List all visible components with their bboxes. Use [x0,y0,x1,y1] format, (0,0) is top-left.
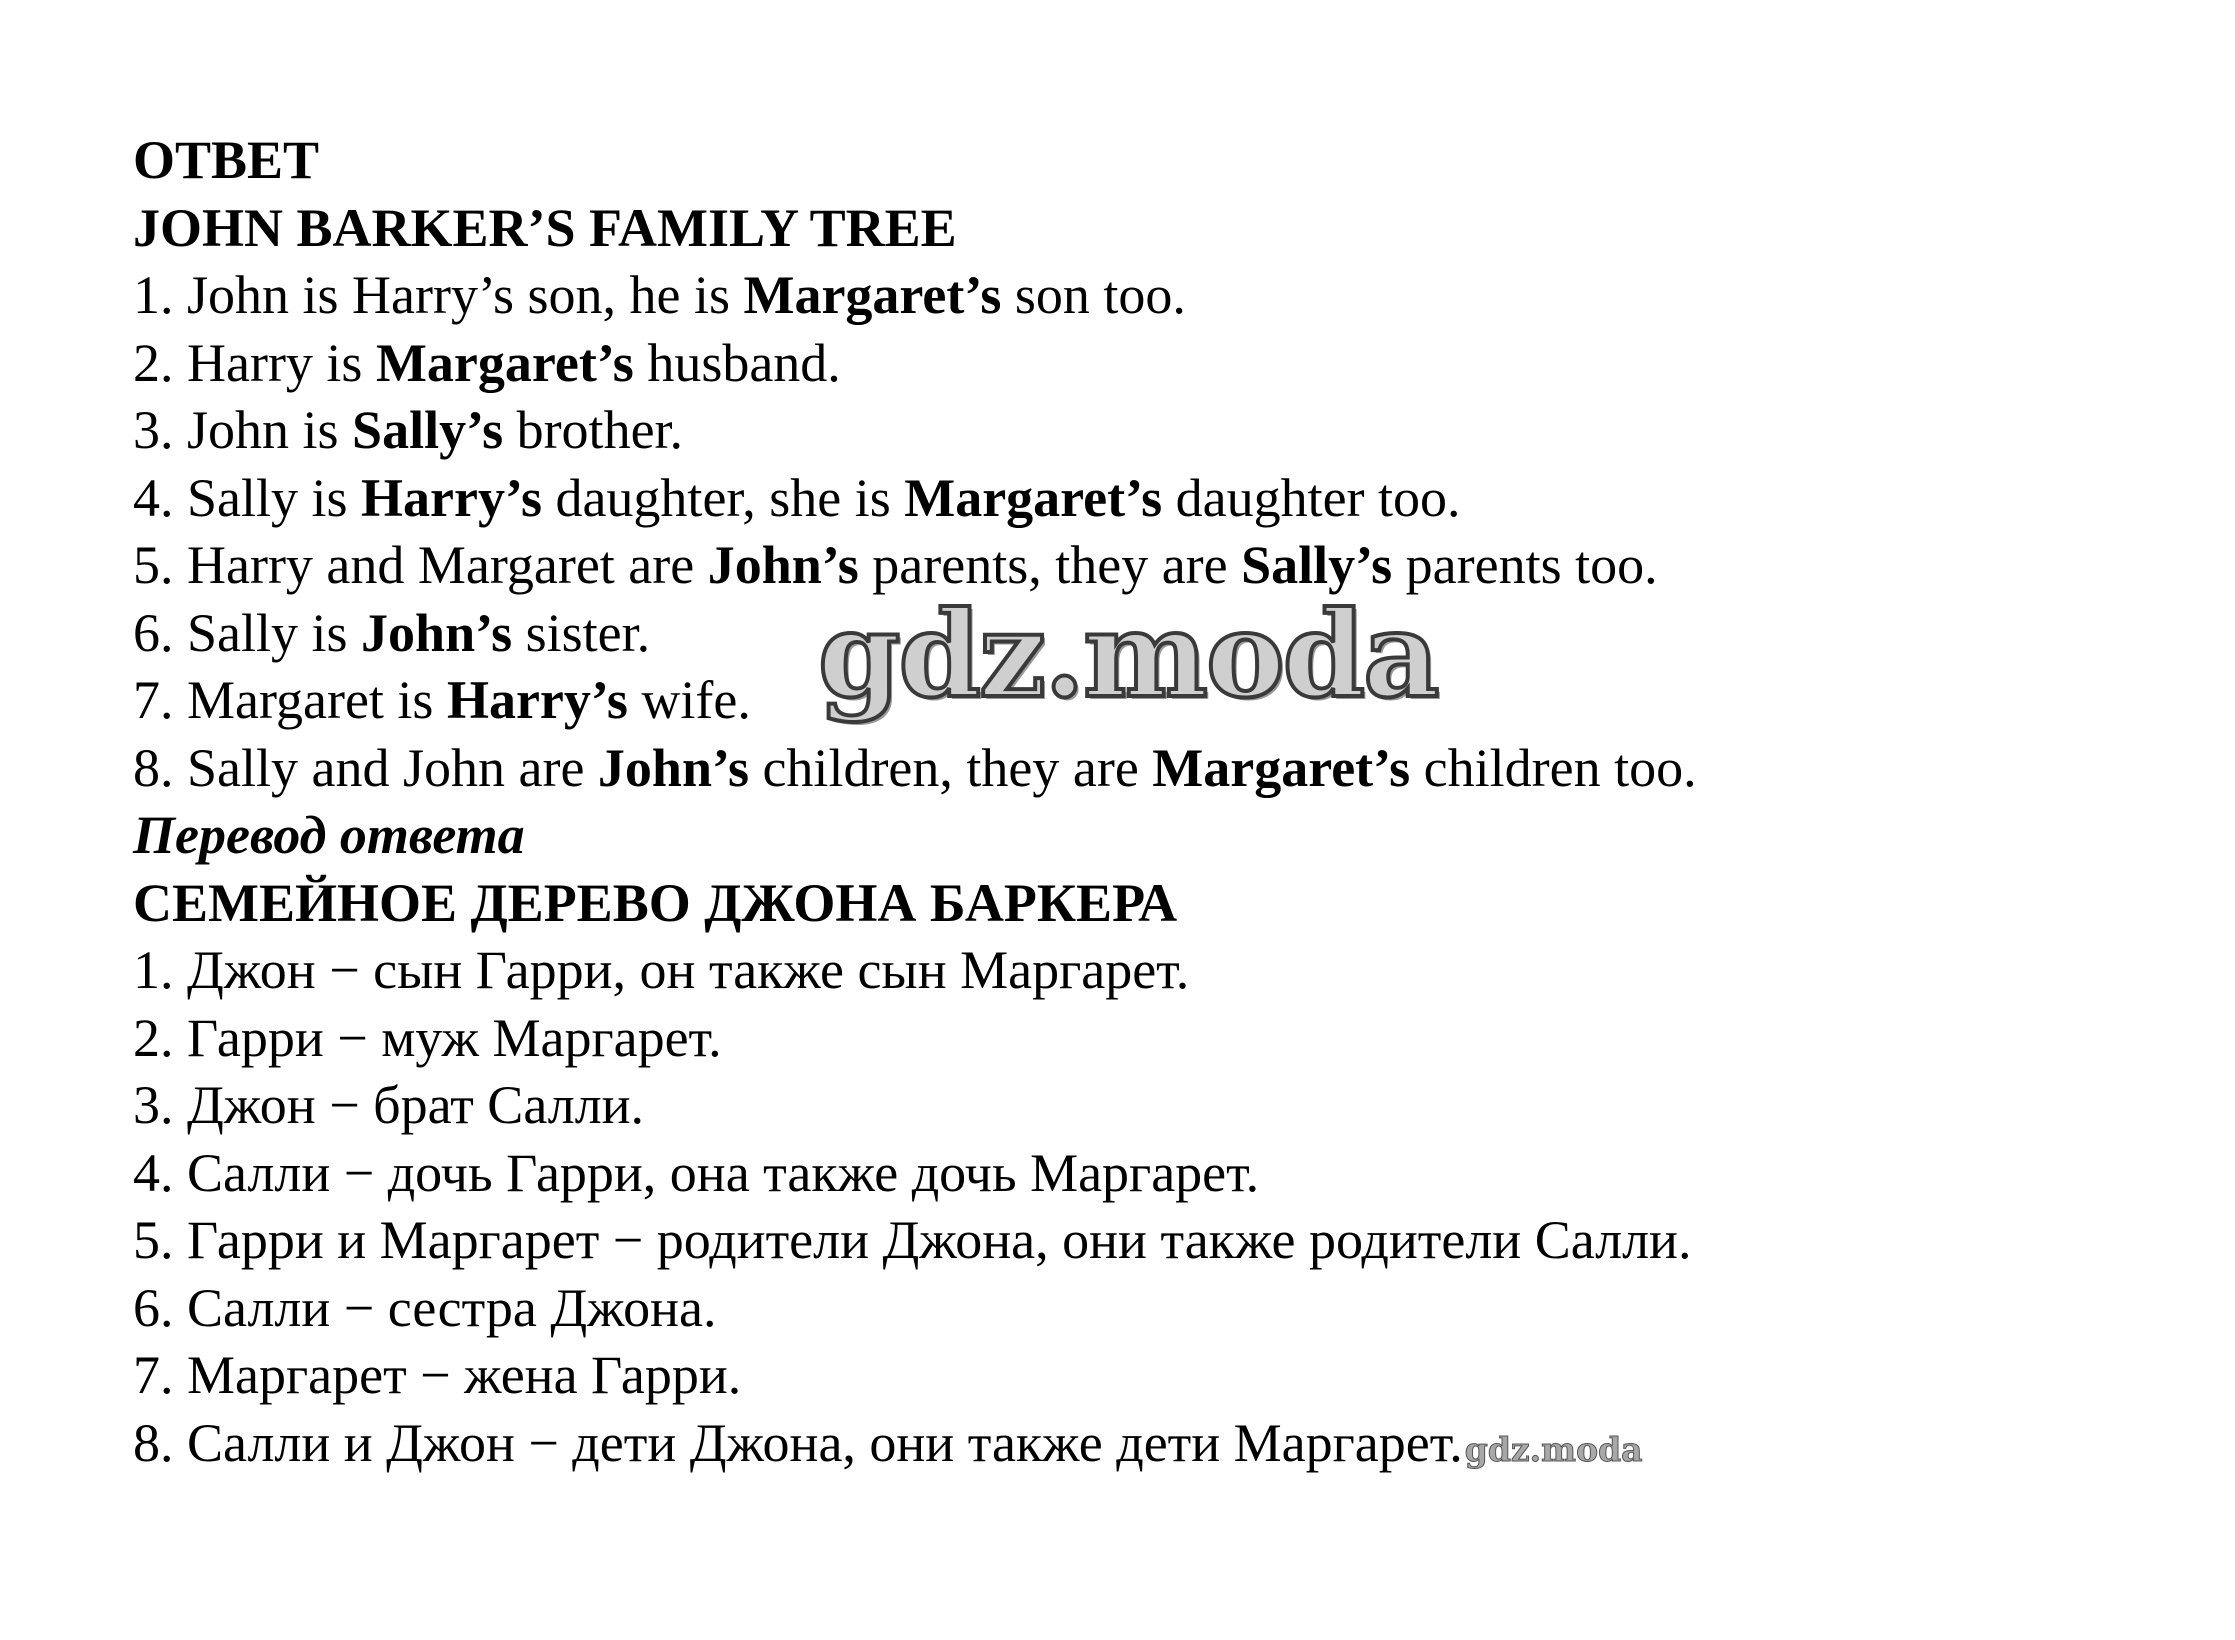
answer-text: 7. Margaret is [133,670,447,730]
answer-text: children too. [1410,737,1697,798]
english-answer-line [133,397,2133,465]
highlighted-name: John’s [707,535,859,595]
russian-answer-line [133,1072,2133,1140]
english-answer-line [133,330,2133,398]
answer-text: brother. [503,400,684,460]
highlighted-name: Margaret’s [1152,737,1411,798]
translation-heading: Перевод ответа [133,805,525,865]
answer-text: 2. Harry is [133,332,376,393]
highlighted-name: Margaret’s [904,467,1163,528]
russian-answer-line [133,1140,2133,1208]
answer-text: 4. Салли − дочь Гарри, она также дочь Маргарет. [133,1142,1260,1203]
answer-text: 6. Салли − сестра Джона. [133,1277,717,1338]
answer-text: 8. Салли и Джон − дети Джона, они также дети Маргарет. [133,1412,1463,1473]
answer-heading: ОТВЕТ [133,130,320,190]
document-page [133,127,2133,1477]
answer-text: husband. [633,332,841,393]
answer-text: 5. Гарри и Маргарет − родители Джона, они также родители Салли. [133,1210,1692,1270]
russian-answer-line [133,1005,2133,1073]
answer-text: 3. Джон − брат Салли. [133,1075,645,1135]
highlighted-name: Harry’s [361,467,542,528]
answer-text: 7. Маргарет − жена Гарри. [133,1345,742,1405]
russian-answer-line [133,937,2133,1005]
highlighted-name: Margaret’s [743,265,1002,325]
watermark-small: gdz.moda [1464,1429,1643,1469]
answer-text: son too. [1001,265,1186,325]
russian-answer-line [133,1342,2133,1410]
russian-answer-line [133,1410,2133,1478]
answer-text: 1. Джон − сын Гарри, он также сын Маргарет. [133,940,1190,1000]
answer-text: wife. [627,670,751,730]
answer-text: daughter too. [1162,467,1461,528]
english-answer-line [133,465,2133,533]
highlighted-name: Harry’s [446,670,628,730]
highlighted-name: Margaret’s [375,332,634,393]
answer-text: 8. Sally and John are [133,737,598,798]
english-answer-line [133,735,2133,803]
watermark-logo: gdz.moda [818,585,1438,724]
highlighted-name: Sally’s [1241,535,1393,595]
answer-text: 4. Sally is [133,467,362,528]
answer-text: 6. Sally is [133,602,362,663]
russian-title: СЕМЕЙНОЕ ДЕРЕВО ДЖОНА БАРКЕРА [133,872,1178,933]
russian-answer-list [133,937,2133,1477]
highlighted-name: John’s [361,602,513,663]
answer-text: 3. John is [133,400,353,460]
highlighted-name: John’s [597,737,749,798]
answer-text: 1. John is Harry’s son, he is [133,265,744,325]
answer-text: sister. [512,602,651,663]
russian-answer-line [133,1275,2133,1343]
answer-text: parents too. [1392,535,1658,595]
answer-text: parents, they are [858,535,1242,595]
answer-text: 5. Harry and Margaret are [133,535,708,595]
english-title: JOHN BARKER’S FAMILY TREE [133,197,957,258]
highlighted-name: Sally’s [352,400,504,460]
answer-text: children, they are [748,737,1153,798]
english-answer-line [133,262,2133,330]
answer-text: daughter, she is [541,467,905,528]
russian-answer-line [133,1207,2133,1275]
answer-text: 2. Гарри − муж Маргарет. [133,1007,722,1068]
